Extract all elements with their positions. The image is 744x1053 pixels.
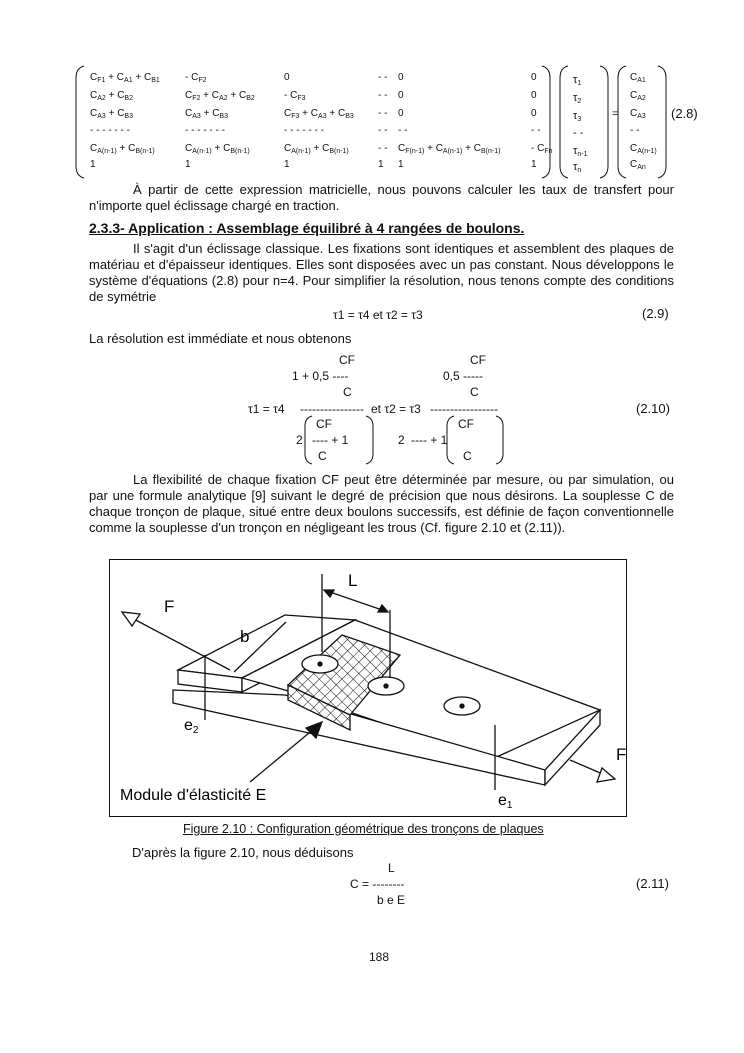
matrix-cell: 0 <box>398 90 404 101</box>
tau-cell: $\tau_n$ <box>573 161 582 174</box>
matrix-cell: 1 <box>531 159 537 170</box>
rhs-cell: - - <box>630 125 640 136</box>
matrix-cell: 0 <box>531 72 537 83</box>
eq210-num1-bot: C <box>343 385 352 399</box>
paragraph-4: La flexibilité de chaque fixation CF peut être déterminée par mesure, ou par simulation, ou par une formule analytique [9] suivant le degré de précision que nous désirons. La souplesse C de chaque tronçon de plaque, situé entre deux boulons successifs, est définie de façon conventionnelle comme la souplesse d'un tronçon en négligeant les trous (Cf. figure 2.10 et (2.11)). <box>89 472 674 535</box>
eq210-num1-mid: 1 + 0,5 ---- <box>292 369 349 383</box>
section-heading: 2.3.3- Application : Assemblage équilibré à 4 rangées de boulons. <box>89 220 525 236</box>
matrix-cell: 1 <box>378 159 384 170</box>
eq211-den: b e E <box>377 893 406 907</box>
matrix-cell: $C_{F1} + C_{A1} + C_{B1}$ <box>90 72 160 84</box>
figure-drawing <box>110 560 626 816</box>
rhs-cell: $C_{A(n-1)}$ <box>630 143 657 155</box>
matrix-cell: 1 <box>90 159 96 170</box>
matrix-cell: $C_{A2} + C_{B2}$ <box>90 90 133 102</box>
figure-caption: Figure 2.10 : Configuration géométrique des tronçons de plaques <box>183 822 544 836</box>
matrix-cell: - - <box>378 72 388 83</box>
eq-2-9-number: (2.9) <box>642 306 669 321</box>
eq210-den1-coef: 2 <box>296 433 303 447</box>
matrix-cell: - - <box>378 143 388 154</box>
matrix-cell: 1 <box>185 159 191 170</box>
matrix-cell: $C_{A(n-1)} + C_{B(n-1)}$ <box>90 143 155 155</box>
matrix-cell: $C_{F(n-1)} + C_{A(n-1)} + C_{B(n-1)}$ <box>398 143 501 155</box>
tau-cell: $\tau_2$ <box>573 92 582 105</box>
matrix-cell: - - - - - - - <box>90 125 130 136</box>
eq210-den1-top: CF <box>316 417 332 431</box>
tau-cell: $\tau_3$ <box>573 110 582 123</box>
eq210-lhs: τ1 = τ4 <box>248 402 285 416</box>
eq211-num: L <box>388 861 395 875</box>
matrix-equals: = <box>612 108 619 120</box>
matrix-cell: 1 <box>398 159 404 170</box>
eq210-den2-mid: ---- + 1 <box>411 433 448 447</box>
label-F-left: F <box>164 597 175 616</box>
matrix-cell: - - - - - - - <box>284 125 324 136</box>
eq-2-11-number: (2.11) <box>636 876 669 891</box>
matrix-cell: $C_{A(n-1)} + C_{B(n-1)}$ <box>284 143 349 155</box>
eq210-num2-top: CF <box>470 353 486 367</box>
eq210-num1-top: CF <box>339 353 355 367</box>
eq210-den1-bot: C <box>318 449 327 463</box>
label-L: L <box>348 571 358 590</box>
matrix-cell: - $C_{Fn}$ <box>531 143 553 155</box>
tau-cell: $\tau_{n-1}$ <box>573 145 588 158</box>
eq211-lhs: C = -------- <box>350 877 405 891</box>
matrix-cell: - $C_{F2}$ <box>185 72 207 84</box>
paragraph-2: Il s'agit d'un éclissage classique. Les fixations sont identiques et assemblent des plaques de matériau et d'épaisseur identiques. Elles sont disposées avec un pas constant. Nous développons le système d'équations (2.8) pour n=4. Pour simplifier la résolution, nous tenons compte des conditions de symétrie <box>89 241 674 304</box>
rhs-cell: $C_{An}$ <box>630 159 646 171</box>
paragraph-3: La résolution est immédiate et nous obtenons <box>89 331 352 346</box>
eq210-num2-bot: C <box>470 385 479 399</box>
eq210-den1-mid: ---- + 1 <box>312 433 349 447</box>
matrix-cell: 0 <box>398 72 404 83</box>
matrix-cell: $C_{A(n-1)} + C_{B(n-1)}$ <box>185 143 250 155</box>
eq210-et: et τ2 = τ3 <box>371 402 421 416</box>
equation-2-9: τ1 = τ4 et τ2 = τ3 <box>333 308 423 322</box>
tau-cell: $\tau_1$ <box>573 74 582 87</box>
matrix-cell: 0 <box>284 72 290 83</box>
matrix-cell: - - <box>378 108 388 119</box>
tau-cell: - - <box>573 127 584 139</box>
page-number: 188 <box>369 950 390 964</box>
figure-2-10 <box>109 559 627 817</box>
matrix-cell: $C_{A3} + C_{B3}$ <box>90 108 133 120</box>
eq-2-10-number: (2.10) <box>636 401 670 416</box>
eq210-den2-top: CF <box>458 417 474 431</box>
eq210-bar2: ----------------- <box>430 402 498 416</box>
eq210-bar1: ---------------- <box>300 402 364 416</box>
matrix-cell: - - <box>378 125 388 136</box>
matrix-cell: 0 <box>531 108 537 119</box>
matrix-cell: $C_{F2} + C_{A2} + C_{B2}$ <box>185 90 255 102</box>
label-module: Module d'élasticité E <box>120 787 267 804</box>
rhs-cell: $C_{A2}$ <box>630 90 646 102</box>
matrix-cell: - - <box>378 90 388 101</box>
matrix-cell: - - - - - - - <box>185 125 225 136</box>
rhs-cell: $C_{A1}$ <box>630 72 646 84</box>
matrix-cell: - - <box>398 125 408 136</box>
label-e2: e2 <box>184 717 199 736</box>
paragraph-5: D'après la figure 2.10, nous déduisons <box>132 845 354 860</box>
eq-2-8-number: (2.8) <box>671 106 698 121</box>
eq210-den2-coef: 2 <box>398 433 405 447</box>
label-F-right: F <box>616 745 626 764</box>
matrix-cell: - $C_{F3}$ <box>284 90 306 102</box>
matrix-cell: $C_{A3} + C_{B3}$ <box>185 108 228 120</box>
paragraph-1: À partir de cette expression matricielle, nous pouvons calculer les taux de transfert pour n'importe quel éclissage chargé en traction. <box>89 182 674 213</box>
label-e1: e1 <box>498 792 513 811</box>
matrix-cell: 0 <box>398 108 404 119</box>
eq210-num2-mid: 0,5 ----- <box>443 369 483 383</box>
matrix-cell: 1 <box>284 159 290 170</box>
label-b: b <box>240 627 250 646</box>
matrix-cell: 0 <box>531 90 537 101</box>
rhs-cell: $C_{A3}$ <box>630 108 646 120</box>
matrix-cell: $C_{F3} + C_{A3} + C_{B3}$ <box>284 108 354 120</box>
eq210-den2-bot: C <box>463 449 472 463</box>
matrix-cell: - - <box>531 125 541 136</box>
